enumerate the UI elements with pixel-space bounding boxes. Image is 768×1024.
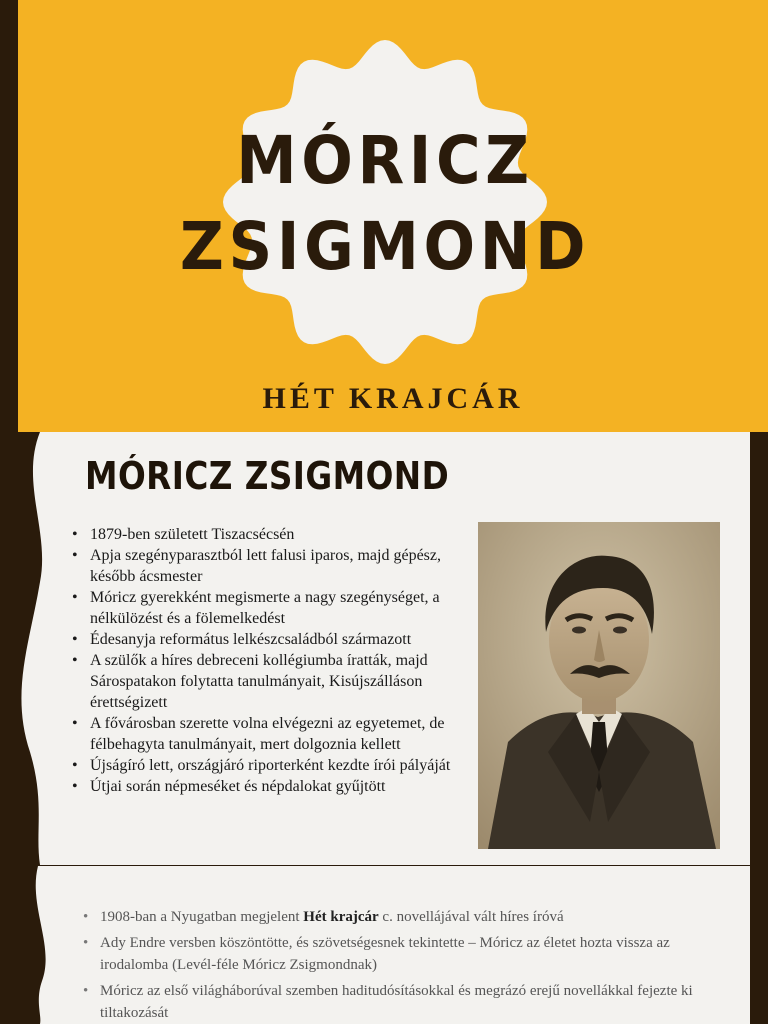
bullet-icon: • (83, 983, 89, 999)
list-item: • 1908-ban a Nyugatban megjelent Hét krajcár c. novellájával vált híres íróvá (83, 906, 723, 928)
work-title: Hét krajcár (303, 909, 379, 925)
list-item: • Útjai során népmeséket és népdalokat gyűjtött (72, 778, 386, 795)
wavy-border (0, 866, 50, 1024)
wavy-border (0, 432, 50, 865)
title-line-2: ZSIGMOND (179, 208, 591, 285)
biography-slide (0, 432, 750, 865)
bullet-icon: • (72, 757, 78, 774)
list-item: • 1879-ben született Tiszacsécsén (72, 526, 295, 543)
bullet-icon: • (72, 652, 78, 669)
slide-heading: MÓRICZ ZSIGMOND (85, 454, 450, 498)
bullet-icon: • (72, 526, 78, 543)
title-line-1: MÓRICZ (236, 122, 534, 199)
biography-list (72, 524, 462, 797)
bullet-icon: • (72, 715, 78, 732)
list-item: • Édesanyja református lelkészcsaládból származott (72, 631, 412, 648)
list-item: • Ady Endre versben köszöntötte, és szövetségesnek tekintette – Móricz az életet hozta vissza az irodalomba (Levél-féle Móricz Zsigmondnak) (83, 932, 723, 976)
list-item: • Móricz az első világháborúval szemben haditudósításokkal és megrázó erejű novellákkal fejezte ki tiltakozását (83, 980, 723, 1024)
bullet-icon: • (72, 631, 78, 648)
bullet-icon: • (72, 547, 78, 564)
list-item: • Apja szegényparasztból lett falusi iparos, majd gépész, később ácsmester (72, 547, 441, 585)
subtitle: HÉT KRAJCÁR (262, 382, 524, 415)
list-item: • A szülők a híres debreceni kollégiumba íratták, majd Sárospatakon folytatta tanulmányait, Kisújszálláson érettségizett (72, 652, 428, 711)
portrait-photo (478, 522, 720, 849)
career-list (83, 906, 723, 1024)
bullet-icon: • (83, 935, 89, 951)
list-item: • A fővárosban szerette volna elvégezni az egyetemet, de félbehagyta tanulmányait, mert dolgoznia kellett (72, 715, 445, 753)
career-slide (0, 866, 750, 1024)
left-accent-bar (0, 0, 18, 432)
list-item: • Móricz gyerekként megismerte a nagy szegénységet, a nélkülözést és a fölemelkedést (72, 589, 440, 627)
bullet-icon: • (83, 909, 89, 925)
title-slide (0, 0, 768, 432)
bullet-icon: • (72, 589, 78, 606)
list-item: • Újságíró lett, országjáró riporterként kezdte írói pályáját (72, 757, 451, 774)
bullet-icon: • (72, 778, 78, 795)
title (169, 118, 601, 290)
